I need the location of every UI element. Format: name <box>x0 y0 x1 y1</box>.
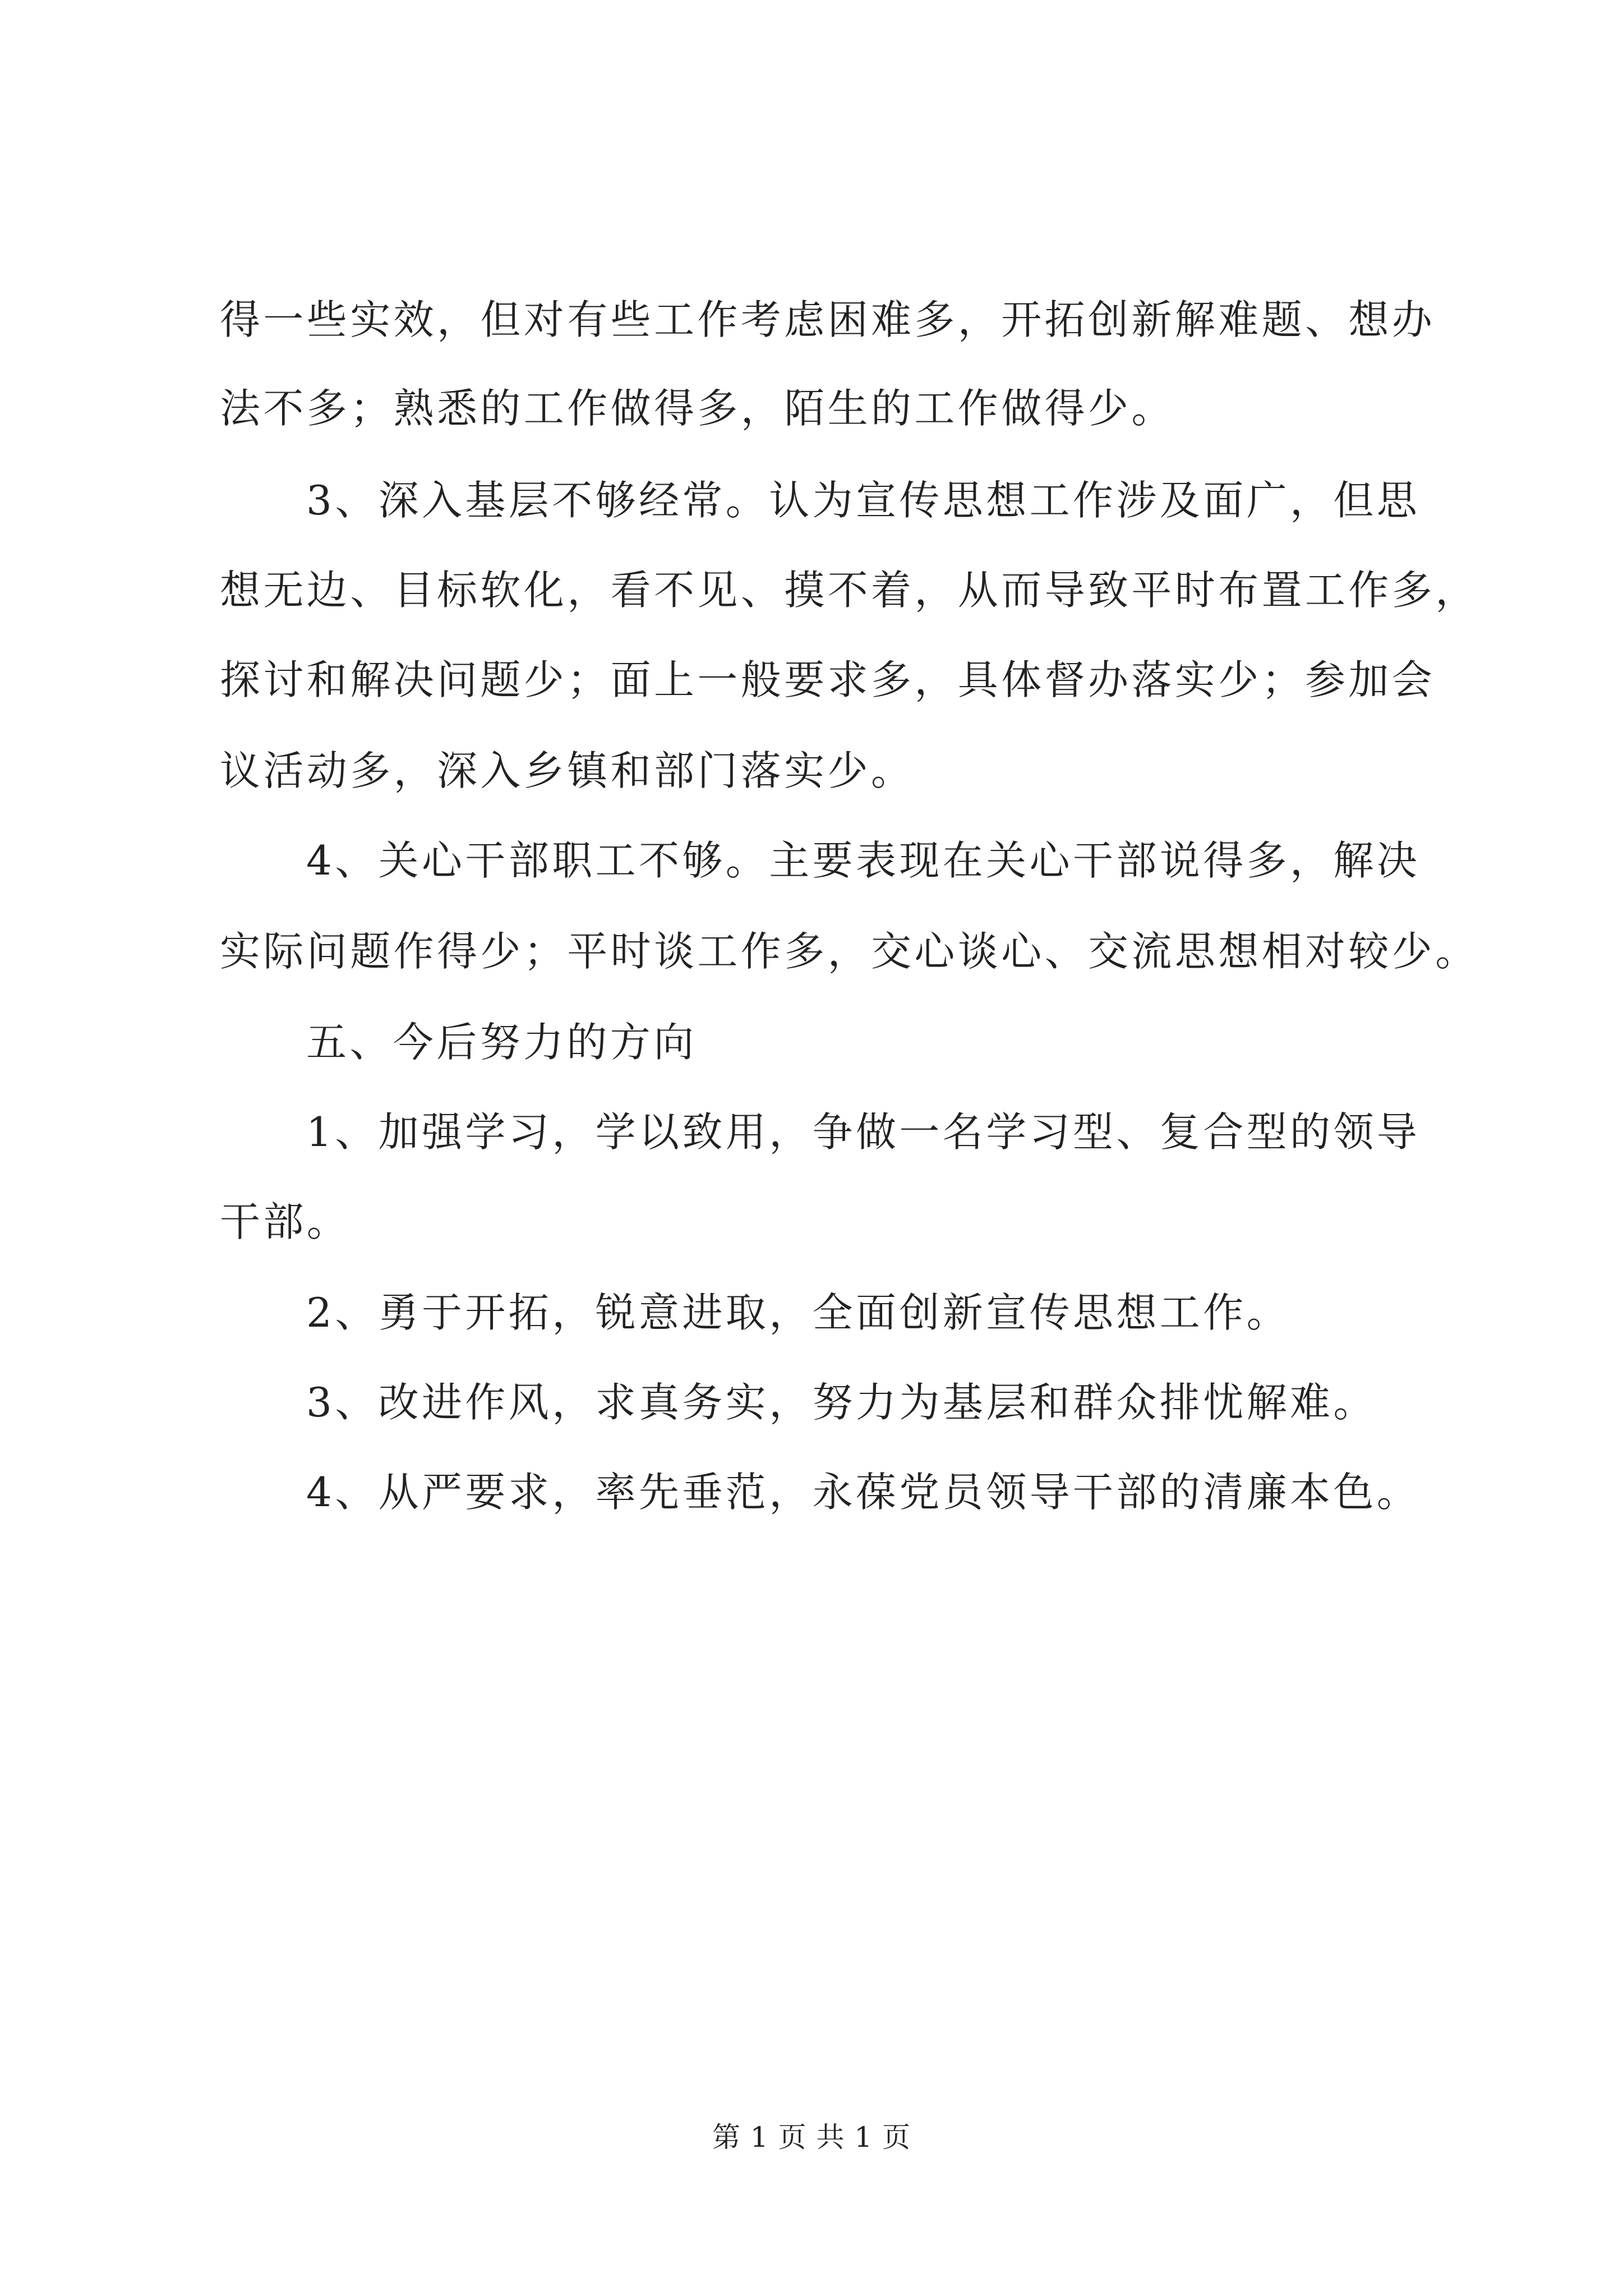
section-heading: 五、今后努力的方向 <box>306 1019 697 1066</box>
body-line: 探讨和解决问题少；面上一般要求多，具体督办落实少；参加会 <box>220 656 1436 703</box>
page-footer: 第 1 页 共 1 页 <box>712 2121 911 2154</box>
body-line: 想无边、目标软化，看不见、摸不着，从而导致平时布置工作多， <box>220 567 1479 614</box>
body-line: 得一些实效，但对有些工作考虑困难多，开拓创新解难题、想办 <box>220 296 1436 343</box>
body-line: 干部。 <box>220 1198 351 1245</box>
paragraph-3-start: 3、深入基层不够经常。认为宣传思想工作涉及面广，但思 <box>306 477 1421 524</box>
list-item-1: 1、加强学习，学以致用，争做一名学习型、复合型的领导 <box>306 1108 1421 1156</box>
list-item-2: 2、勇于开拓，锐意进取，全面创新宣传思想工作。 <box>306 1289 1290 1336</box>
list-item-4: 4、从严要求，率先垂范，永葆党员领导干部的清廉本色。 <box>306 1469 1421 1516</box>
body-line: 实际问题作得少；平时谈工作多，交心谈心、交流思想相对较少。 <box>220 928 1479 975</box>
body-line: 议活动多，深入乡镇和部门落实少。 <box>220 747 915 794</box>
body-line: 法不多；熟悉的工作做得多，陌生的工作做得少。 <box>220 385 1175 432</box>
list-item-3: 3、改进作风，求真务实，努力为基层和群众排忧解难。 <box>306 1379 1377 1426</box>
paragraph-4-start: 4、关心干部职工不够。主要表现在关心干部说得多，解决 <box>306 837 1421 884</box>
